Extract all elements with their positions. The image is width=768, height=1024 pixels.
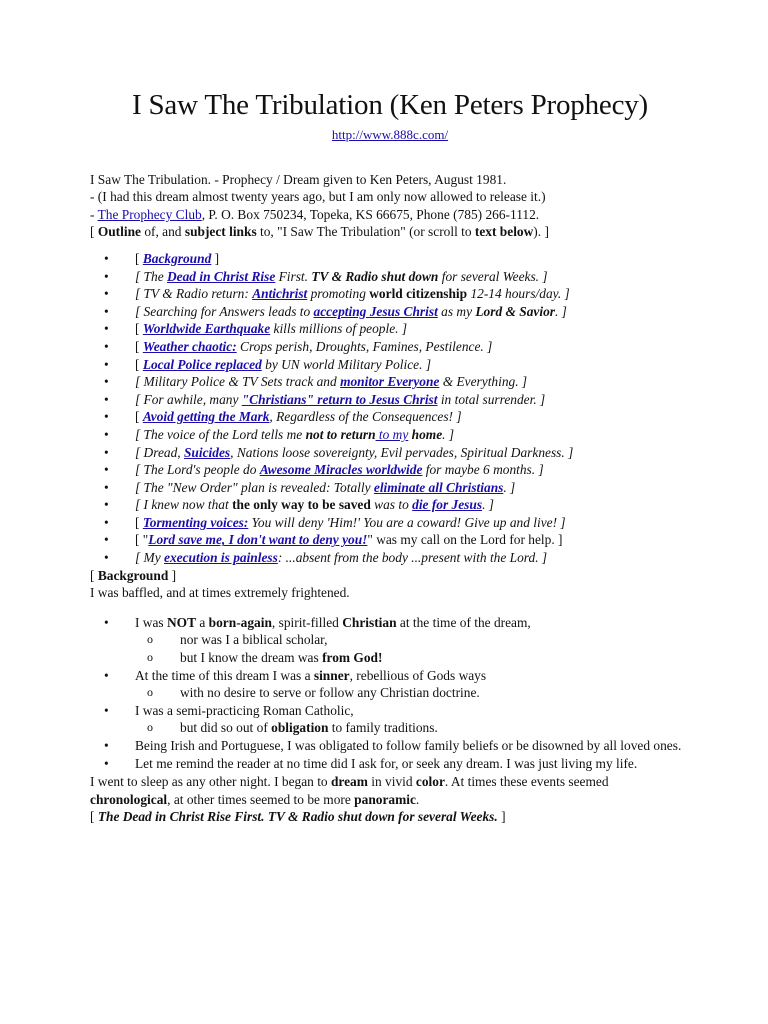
toc-text: by UN world Military Police. ] [261,356,432,372]
toc-link-christians-return[interactable]: "Christians" return to Jesus Christ [241,391,438,407]
toc-item [90,496,690,514]
toc-link-weather-chaotic[interactable]: Weather chaotic: [142,338,237,354]
li-text: but did so out of [180,720,272,736]
toc-text: [ [135,356,143,372]
toc-bold: home [411,426,443,442]
document-page [90,88,690,826]
toc-text: kills millions of people. ] [270,321,408,337]
toc-text: & Everything. ] [439,374,528,390]
dream-paragraph [90,773,690,808]
intro-line-3 [90,206,690,224]
prophecy-club-link[interactable]: The Prophecy Club [97,206,202,222]
li-bold: born-again [208,614,272,630]
li-bold: NOT [166,614,197,630]
outline-text-2: to, "I Saw The Tribulation" (or scroll to [256,224,475,240]
toc-item [90,461,690,479]
list-item: • Let me remind the reader at no time did I ask for, or seek any dream. I was just living my life. [90,755,690,773]
outline-bold-subject-links: subject links [184,224,257,240]
toc-bold: Lord & Savior [475,303,555,319]
background-heading-text: Background [97,567,169,583]
toc-link-worldwide-earthquake[interactable]: Worldwide Earthquake [142,321,271,337]
li-text: , rebellious of Gods ways [349,667,487,683]
toc-text: . ] [482,497,494,513]
sub-list [135,631,690,666]
toc-item [90,391,690,409]
toc-item [90,285,690,303]
toc-text: , Regardless of the Consequences! ] [269,409,462,425]
li-text: I was a semi-practicing Roman Catholic, [135,702,354,718]
li-bold: from God! [322,650,383,666]
site-url-link[interactable]: http://www.888c.com/ [331,127,449,142]
toc-item [90,320,690,338]
toc-text: for maybe 6 months. ] [422,462,544,478]
toc-bold: the only way to be saved [232,497,371,513]
toc-link-antichrist[interactable]: Antichrist [252,286,308,302]
toc-text: [ The "New Order" plan is revealed: Totally [135,479,374,495]
toc-link-lord-save-me[interactable]: Lord save me, I don't want to deny you! [148,532,368,548]
toc-text: [ [135,514,143,530]
page-title: I Saw The Tribulation (Ken Peters Prophecy) [131,89,649,121]
toc-item [90,338,690,356]
toc-link-tormenting-voices[interactable]: Tormenting voices: [142,514,249,530]
p-text: I went to sleep as any other night. I began to [90,774,331,790]
heading-bracket: ] [168,567,177,583]
background-line-1: I was baffled, and at times extremely frightened. [90,585,350,601]
li-bold: Christian [342,614,397,630]
heading-bracket: [ [90,809,98,825]
list-item [90,667,690,702]
toc-item [90,479,690,497]
li-text: to family traditions. [328,720,438,736]
toc-text: 12-14 hours/day. ] [467,286,570,302]
intro-address: , P. O. Box 750234, Topeka, KS 66675, Phone (785) 266-1112. [201,206,540,222]
toc-link-awesome-miracles[interactable]: Awesome Miracles worldwide [259,462,423,478]
toc-link-die-for-jesus[interactable]: die for Jesus [412,497,483,513]
outline-bold-outline: Outline [97,224,141,240]
p-bold: panoramic [354,791,416,807]
p-text: in vivid [367,774,416,790]
toc-text: . ] [554,303,567,319]
li-text: , spirit-filled [271,614,343,630]
sub-list [135,719,690,737]
outline-text-3: ). ] [533,224,549,240]
toc-item [90,444,690,462]
toc-text: [ My [135,550,165,566]
li-text: at the time of the dream, [396,614,531,630]
toc-link-accepting-jesus-christ[interactable]: accepting Jesus Christ [313,303,438,319]
toc-item [90,408,690,426]
toc-bold: not to return [305,426,376,442]
toc-text: [ TV & Radio return: [135,286,253,302]
p-text: . At times these events seemed [444,774,609,790]
toc-text: , Nations loose sovereignty, Evil pervades, Spiritual Darkness. ] [230,444,574,460]
outline-line [90,223,690,241]
toc-item [90,426,690,444]
outline-text-1: of, and [140,224,185,240]
toc-text: as my [437,303,476,319]
li-text: At the time of this dream I was a [135,667,314,683]
toc-text: [ The Lord's people do [135,462,260,478]
toc-text: [ [135,321,143,337]
toc-text: : ...absent from the body ...present with the Lord. ] [277,550,548,566]
toc-link-eliminate-all-christians[interactable]: eliminate all Christians [373,479,504,495]
list-item [90,702,690,737]
li-text: I was [135,614,167,630]
toc-link-monitor-everyone[interactable]: monitor Everyone [340,374,440,390]
toc-text: [ " [135,532,149,548]
li-bold: obligation [271,720,329,736]
toc-text: ] [211,250,220,266]
outline-open: [ [90,224,98,240]
outline-bold-text-below: text below [474,224,534,240]
toc-text: " was my call on the Lord for help. ] [367,532,563,548]
li-text: a [196,614,209,630]
list-item: • Being Irish and Portuguese, I was obligated to follow family beliefs or be disowned by all loved ones. [90,737,690,755]
p-bold: color [415,774,445,790]
toc-item [90,268,690,286]
background-list [90,614,690,772]
toc-text: promoting [307,286,370,302]
p-bold: chronological [90,791,168,807]
toc-bold: TV & Radio shut down [311,268,439,284]
toc-link-execution-is-painless[interactable]: execution is painless [164,550,278,566]
toc-text: Crops perish, Droughts, Famines, Pestilence. ] [236,338,493,354]
toc-text: [ Searching for Answers leads to [135,303,314,319]
background-heading [90,567,690,585]
intro-block [90,171,690,241]
section-heading-text: The Dead in Christ Rise First. TV & Radio shut down for several Weeks. [97,809,498,825]
toc-link-to-my[interactable]: to my [375,426,409,442]
site-url-line [90,126,690,144]
toc-text: [ For awhile, many [135,391,242,407]
sub-list-item [135,719,690,737]
p-text: . [415,791,420,807]
toc-item [90,303,690,321]
toc-text: First. [275,268,312,284]
heading-bracket: ] [497,809,506,825]
list-item [90,614,690,667]
toc-text: [ I knew now that [135,497,233,513]
toc-text: You will deny 'Him!' You are a coward! Give up and live! ] [248,514,566,530]
intro-dash: - [90,206,98,222]
sub-list-item [135,649,690,667]
toc-item [90,531,690,549]
sub-list-item: o with no desire to serve or follow any Christian doctrine. [135,684,690,702]
sub-list [135,684,690,702]
toc-item [90,356,690,374]
toc-bold: world citizenship [369,286,468,302]
toc-text: [ [135,409,143,425]
toc-link-suicides[interactable]: Suicides [183,444,231,460]
toc-text: in total surrender. ] [437,391,546,407]
toc-text: [ Military Police & TV Sets track and [135,374,341,390]
li-bold: sinner [313,667,350,683]
toc-link-dead-in-christ-rise[interactable]: Dead in Christ Rise [167,268,276,284]
toc-text: . ] [442,426,455,442]
toc-text: [ The voice of the Lord tells me [135,426,306,442]
p-bold: dream [330,774,368,790]
toc-item [90,549,690,567]
toc-link-avoid-the-mark[interactable]: Avoid getting the Mark [142,409,270,425]
toc-text: [ Dread, [135,444,184,460]
intro-line-2: - (I had this dream almost twenty years ago, but I am only now allowed to release it.) [90,189,546,205]
toc-text: [ [135,250,143,266]
toc-text: . ] [503,479,516,495]
toc-item [90,514,690,532]
toc-item [90,250,690,268]
toc-link-background[interactable]: Background [142,250,212,266]
toc-text: [ [135,338,143,354]
section-heading-dead-in-christ [90,808,690,826]
outline-list [90,250,690,567]
toc-text: for several Weeks. ] [438,268,548,284]
toc-text: [ The [135,268,167,284]
sub-list-item: o nor was I a biblical scholar, [135,631,690,649]
p-text: , at other times seemed to be more [167,791,355,807]
intro-line-1: I Saw The Tribulation. - Prophecy / Dream given to Ken Peters, August 1981. [90,171,507,187]
li-text: but I know the dream was [180,650,323,666]
toc-item [90,373,690,391]
toc-link-local-police-replaced[interactable]: Local Police replaced [142,356,262,372]
toc-text: was to [370,497,413,513]
heading-bracket: [ [90,567,98,583]
